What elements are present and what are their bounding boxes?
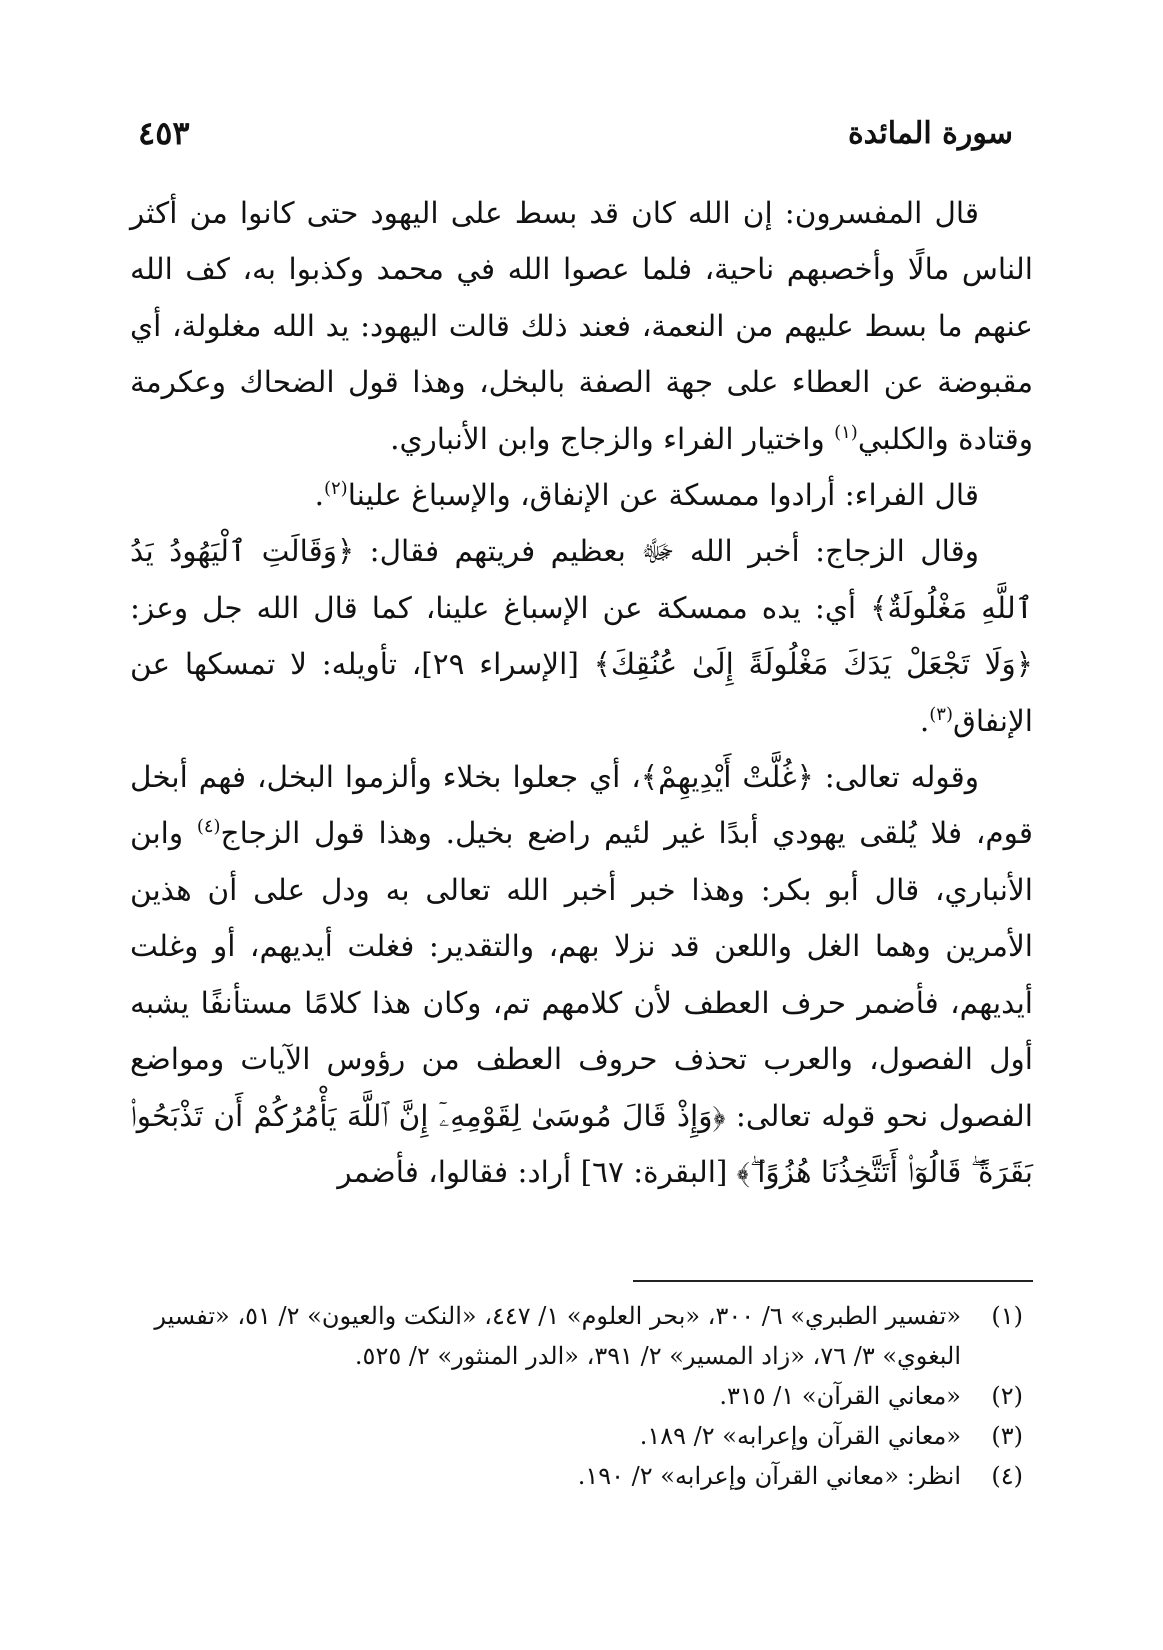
running-title: سورة المائدة bbox=[847, 115, 1013, 151]
text-run: وابن الأنباري، قال أبو بكر: وهذا خبر أخبر الله تعالى به ودل على أن هذين الأمرين وهما الغل واللعن قد نزلا بهم، والتقدير: فغلت أيديهم، أو وغلت أيديهم، فأضمر حرف العطف لأن كلامهم تم، وكان هذا كلامًا مستأنفًا يشبه أول الفصول، والعرب تحذف حروف العطف من رؤوس الآيات ومواضع الفصول نحو قوله تعالى: ﴿وَإِذْ قَالَ مُوسَىٰ لِقَوْمِهِۦٓ إِنَّ ٱللَّهَ يَأْمُرُكُمْ أَن تَذْبَحُوا۟ بَقَرَةً ۖ قَالُوٓا۟ أَتَتَّخِذُنَا هُزُوًا ۖ﴾ [البقرة: ٦٧] أراد: فقالوا، فأضمر bbox=[130, 816, 1033, 1189]
page-number: ٤٥٣ bbox=[138, 114, 190, 152]
text-run: . bbox=[919, 703, 930, 738]
footnote bbox=[130, 1296, 1023, 1376]
footnote-separator bbox=[633, 1280, 1033, 1282]
paragraph bbox=[130, 523, 1033, 749]
footnote bbox=[130, 1376, 1023, 1416]
footnote-text: «معاني القرآن وإعرابه» ٢/ ١٨٩. bbox=[639, 1422, 961, 1450]
footnote bbox=[130, 1416, 1023, 1456]
footnote-number: (٢) bbox=[991, 1382, 1023, 1410]
paragraph bbox=[130, 749, 1033, 1200]
text-run: . bbox=[314, 478, 324, 513]
footnote-number: (٤) bbox=[991, 1462, 1023, 1490]
footnote-reference: (١) bbox=[834, 421, 858, 443]
text-run: وقوله تعالى: ﴿غُلَّتْ أَيْدِيهِمْ﴾، أي جعلوا بخلاء وألزموا البخل، فهم أبخل قوم، فلا يُلقى يهودي أبدًا غير لئيم راضع بخيل. وهذا قول الزجاج bbox=[130, 760, 1033, 851]
footnote-number: (٣) bbox=[991, 1422, 1023, 1450]
footnote-number: (١) bbox=[991, 1302, 1023, 1330]
paragraph bbox=[130, 467, 1033, 523]
footnote-text: «تفسير الطبري» ٦/ ٣٠٠، «بحر العلوم» ١/ ٤٤٧، «النكت والعيون» ٢/ ٥١، «تفسير البغوي» ٣/ ٧٦، «زاد المسير» ٢/ ٣٩١، «الدر المنثور» ٢/ ٥٢٥. bbox=[154, 1302, 961, 1370]
footnote-reference: (٣) bbox=[929, 703, 953, 725]
text-run: وقال الزجاج: أخبر الله ﷻ بعظيم فريتهم فقال: ﴿وَقَالَتِ ٱلْيَهُودُ يَدُ ٱللَّهِ مَغْلُولَةٌ﴾ أي: يده ممسكة عن الإسباغ علينا، كما قال الله جل وعز: ﴿وَلَا تَجْعَلْ يَدَكَ مَغْلُولَةً إِلَىٰ عُنُقِكَ﴾ [الإسراء ٢٩]، تأويله: لا تمسكها عن الإنفاق bbox=[130, 534, 1033, 738]
text-run: قال الفراء: أرادوا ممسكة عن الإنفاق، والإسباغ علينا bbox=[347, 478, 979, 513]
footnotes bbox=[130, 1296, 1023, 1496]
main-text bbox=[130, 185, 1033, 1200]
paragraph bbox=[130, 185, 1033, 467]
footnote-reference: (٤) bbox=[196, 816, 221, 838]
footnote-text: «معاني القرآن» ١/ ٣١٥. bbox=[719, 1382, 961, 1410]
footnote-text: انظر: «معاني القرآن وإعرابه» ٢/ ١٩٠. bbox=[577, 1462, 961, 1490]
text-run: قال المفسرون: إن الله كان قد بسط على اليهود حتى كانوا من أكثر الناس مالًا وأخصبهم ناحية، فلما عصوا الله في محمد وكذبوا به، كف الله عنهم ما بسط عليهم من النعمة، فعند ذلك قالت اليهود: يد الله مغلولة، أي مقبوضة عن العطاء على جهة الصفة بالبخل، وهذا قول الضحاك وعكرمة وقتادة والكلبي bbox=[130, 196, 1033, 456]
footnote bbox=[130, 1456, 1023, 1496]
page-header bbox=[138, 108, 1013, 158]
text-run: واختيار الفراء والزجاج وابن الأنباري. bbox=[390, 421, 835, 456]
footnote-reference: (٢) bbox=[323, 478, 348, 500]
